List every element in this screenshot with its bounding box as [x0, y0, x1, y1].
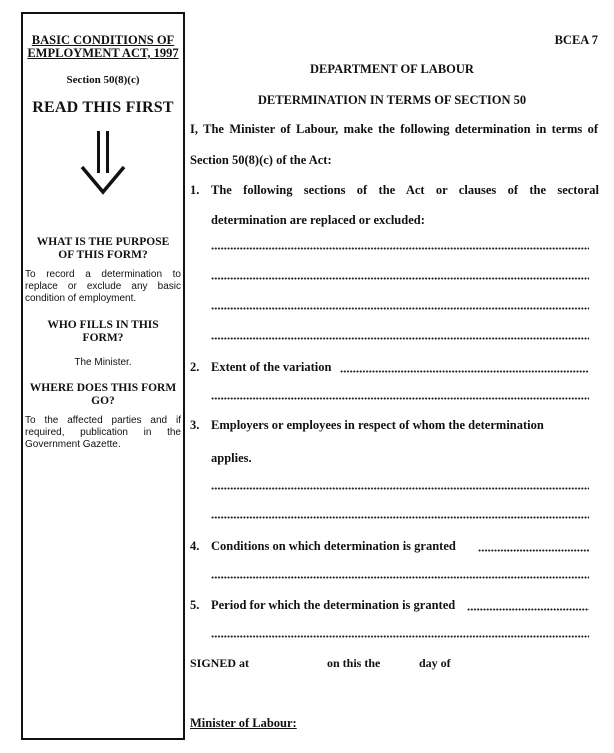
item-5-answer-line[interactable] [211, 635, 589, 638]
where-question-line-2: GO? [91, 395, 115, 407]
item-1-line-2: determination are replaced or excluded: [211, 213, 425, 227]
where-answer: To the affected parties and if required, publication in the Government Gazette. [25, 415, 181, 450]
intro-line-2: Section 50(8)(c) of the Act: [190, 153, 332, 167]
item-3-line-2: applies. [211, 451, 252, 465]
item-5-label: Period for which the determination is granted [211, 598, 456, 612]
where-question-line-1: WHERE DOES THIS FORM [29, 382, 177, 394]
purpose-question [25, 236, 181, 262]
item-2-answer-line[interactable] [211, 397, 589, 400]
item-3-answer-line-2[interactable] [211, 516, 589, 519]
item-1-number: 1. [190, 183, 200, 197]
who-answer: The Minister. [74, 357, 132, 368]
item-1-answer-line-3[interactable] [211, 307, 589, 310]
item-1-line-1: The following sections of the Act or clauses of the sectoral [211, 183, 599, 197]
section-reference: Section 50(8)(c) [66, 74, 140, 86]
item-2-number: 2. [190, 360, 200, 374]
purpose-answer: To record a determination to replace or exclude any basic condition of employment. [25, 269, 181, 304]
item-3-number: 3. [190, 418, 200, 432]
who-question [25, 319, 181, 345]
item-3-line-1: Employers or employees in respect of whom the determination [211, 418, 544, 432]
read-this-first-heading: READ THIS FIRST [32, 99, 174, 116]
on-this-the-label: on this the [327, 656, 381, 670]
item-5-number: 5. [190, 598, 200, 612]
item-4-label: Conditions on which determination is granted [211, 539, 456, 553]
item-3-answer-line-1[interactable] [211, 487, 589, 490]
item-2-answer-inline[interactable] [340, 370, 589, 373]
item-2-label: Extent of the variation [211, 360, 332, 374]
item-1-answer-line-2[interactable] [211, 277, 589, 280]
who-question-line-2: FORM? [82, 332, 124, 344]
act-title [25, 34, 181, 60]
item-5-answer-inline[interactable] [467, 608, 589, 611]
item-1-answer-line-1[interactable] [211, 247, 589, 250]
determination-heading: DETERMINATION IN TERMS OF SECTION 50 [257, 93, 527, 107]
where-question [25, 382, 181, 408]
item-4-answer-line[interactable] [211, 576, 589, 579]
instructions-sidebar [21, 12, 185, 740]
minister-signature-label: Minister of Labour: [190, 716, 297, 730]
item-4-answer-inline[interactable] [478, 549, 589, 552]
down-double-arrow-icon [78, 131, 128, 195]
purpose-question-line-2: OF THIS FORM? [58, 249, 148, 261]
item-4-number: 4. [190, 539, 200, 553]
purpose-question-line-1: WHAT IS THE PURPOSE [36, 236, 170, 248]
intro-line-1: I, The Minister of Labour, make the following determination in terms of [190, 122, 598, 136]
who-question-line-1: WHO FILLS IN THIS [47, 319, 159, 331]
signed-at-label: SIGNED at [190, 656, 250, 670]
act-title-line-2: EMPLOYMENT ACT, 1997 [27, 46, 179, 60]
form-code: BCEA 7 [554, 33, 598, 47]
department-title: DEPARTMENT OF LABOUR [310, 62, 474, 76]
item-1-answer-line-4[interactable] [211, 337, 589, 340]
day-of-label: day of [419, 656, 451, 670]
act-title-line-1: BASIC CONDITIONS OF [31, 33, 175, 47]
